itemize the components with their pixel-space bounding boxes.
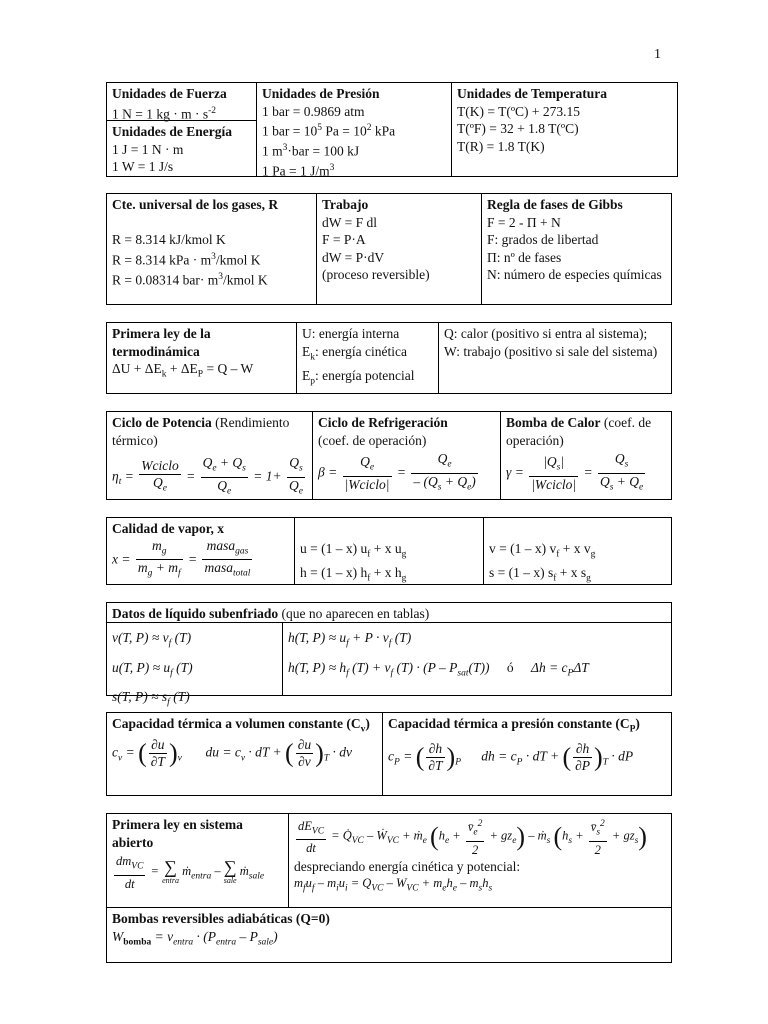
- first-law-cell: [107, 323, 297, 386]
- energy-units-line2: 1 W = 1 J/s: [112, 159, 174, 174]
- force-units-cell: [107, 83, 257, 125]
- heat-line: Q: calor (positivo si entra al sistema);: [444, 326, 648, 341]
- neglect-energy-line: despreciando energía cinética y potencial:: [294, 858, 521, 874]
- pressure-units-title: Unidades de Presión: [262, 86, 380, 101]
- cp-formula: $c_P$ = ( $\frac{\partial h}{\partial T}$ )$_P$ dh = $c_P$ · dT + ( $\frac{\partial h}{\partial P}$ )$_T$ · dP: [388, 741, 634, 774]
- cp-title: Capacidad térmica a presión constante $(C_P)$: [388, 716, 640, 735]
- vapor-quality-cell: [107, 518, 295, 584]
- temperature-units-title: Unidades de Temperatura: [457, 86, 608, 101]
- open-system-energy-balance: $\frac{dE_{VC}}{dt}$ = $Q̇_{VC}$ – Ẇ$_{VC}$ + ṁ$_e$ ($h_e$ + $\frac{v̄_e^2}{2}$ + $gz_e$) – ṁ$_s$ ($h_s$ + $\frac{v̄_s^2}{2}$ + $gz_s$): [294, 816, 667, 858]
- work-line4: (proceso reversible): [322, 267, 430, 282]
- work-line2: F = P·A: [322, 232, 366, 247]
- temperature-line1: T(K) = T(ºC) + 273.15: [457, 103, 581, 119]
- internal-energy-line: U: energía interna: [302, 326, 400, 341]
- first-law-title: Primera ley de la termodinámica: [112, 326, 211, 359]
- energy-units-line1: 1 J = 1 N · m: [112, 141, 184, 157]
- power-cycle-cell: [107, 412, 313, 501]
- gas-constant-title: Cte. universal de los gases, R: [112, 197, 279, 212]
- gas-constant-line3: R = 0.08314 $bar\cdot m^3$/kmol K: [112, 271, 268, 287]
- gas-constant-line1: R = 8.314 kJ/kmol K: [112, 232, 226, 247]
- subcooled-liquid-table: [106, 602, 672, 709]
- first-law-table: [106, 322, 672, 394]
- gibbs-line4: N: número de especies químicas: [487, 267, 662, 282]
- adiabatic-pumps-title: Bombas reversibles adiabáticas (Q=0): [112, 911, 330, 926]
- subcooled-h-eq2: h(T, $P) \approx h_f$ $(T) + v_f$ $(T) \cdot (P - P_{sat}(T))$ ó $\Delta h = c_P\Delta T$: [288, 659, 589, 679]
- vapor-quality-table: [106, 517, 672, 585]
- open-system-energy-cell: [289, 814, 672, 900]
- subcooled-u-eq: u(T, $P) \approx u_f$ (T): [112, 659, 193, 679]
- work-line3: dW = P·dV: [322, 249, 385, 265]
- gas-constant-cell: [107, 194, 317, 291]
- force-units-eq: 1 N = 1 kg · $m \cdot s^{-2}$: [112, 105, 217, 121]
- energy-units-title: Unidades de Energía: [112, 124, 233, 139]
- work-title: Trabajo: [322, 197, 369, 212]
- pressure-units-line1: 1 bar = 0.9869 atm: [262, 103, 365, 119]
- energy-terms-cell: [297, 323, 439, 393]
- refrigeration-formula: β = $\frac{Q_e}{\text{|Wciclo|}}$ = $\frac{Q_e}{- (Q_s + Q_e)}$: [318, 451, 476, 493]
- subcooled-title: Datos de líquido subenfriado (que no aparecen en tablas): [112, 606, 430, 621]
- refrigeration-subtitle: (coef. de operación): [318, 432, 427, 448]
- heat-work-cell: [439, 323, 672, 362]
- heat-pump-cell: [501, 412, 672, 497]
- gibbs-line2: F: grados de libertad: [487, 232, 599, 247]
- heat-pump-title: Bomba de Calor (coef. de operación): [506, 415, 652, 448]
- subcooled-s-eq: s(T, $P) \approx s_f$ (T): [112, 689, 190, 709]
- cp-cell: [383, 713, 672, 776]
- power-cycle-formula: $\eta_t$ = $\frac{\text{Wciclo}}{Q_e}$ = $\frac{Q_e + Q_s}{Q_e}$ = 1+ $\frac{Q_s}{Q_e}$: [112, 455, 303, 497]
- u-h-quality-cell: [295, 538, 484, 590]
- cycles-table: [106, 411, 672, 500]
- v-s-quality-cell: [484, 538, 672, 590]
- pressure-units-line4: 1 Pa = 1 $J/m^3$: [262, 163, 335, 179]
- heat-capacity-table: [106, 712, 672, 796]
- pressure-units-cell: [257, 83, 452, 182]
- vapor-quality-formula: x = $\frac{m_g}{m_g + m_f}$ = $\frac{masa_{gas}}{masa_{total}}$: [112, 537, 251, 579]
- subcooled-left-cell: [107, 624, 283, 717]
- subcooled-right-cell: [283, 624, 672, 687]
- simplified-energy-eq: $m_fu_f - m_iu_i = Q_{VC} - W_{VC} + m_eh_e - m_sh_s$: [294, 876, 493, 894]
- cv-title: Capacidad térmica a volumen constante $(C_v)$: [112, 716, 370, 735]
- potential-energy-line: $E_p$: energía potencial: [302, 367, 415, 387]
- work-line1: dW = F dl: [322, 214, 377, 230]
- force-units-title: Unidades de Fuerza: [112, 86, 227, 101]
- heat-pump-formula: γ = $\frac{|Q_s|}{\text{|Wciclo|}}$ = $\frac{Q_s}{Q_s + Q_e}$: [506, 451, 644, 493]
- subcooled-v-eq: v(T, $P) \approx v_f$ (T): [112, 630, 192, 649]
- temperature-units-cell: [452, 83, 678, 157]
- gibbs-title: Regla de fases de Gibbs: [487, 197, 623, 212]
- subcooled-title-cell: [107, 603, 673, 625]
- page-number: 1: [654, 47, 661, 62]
- gas-constant-line2: R = 8.314 kPa · $m^3$/kmol K: [112, 251, 261, 267]
- work-cell: [317, 194, 482, 286]
- adiabatic-pumps-cell: [107, 908, 672, 954]
- temperature-line3: T(R) = 1.8 T(K): [457, 138, 545, 154]
- work-sign-line: W: trabajo (positivo si sale del sistema): [444, 343, 658, 359]
- open-system-cell: [107, 814, 289, 894]
- s-quality-eq: s = (1 – x) $s_f + x$ $s_g$: [489, 565, 591, 584]
- pump-work-eq: $W_{bomba} = v_{entra} \cdot (P_{entra} - P_{sale})$: [112, 928, 278, 948]
- vapor-quality-title: Calidad de vapor, x: [112, 521, 225, 536]
- cv-cell: [107, 713, 383, 772]
- subcooled-h-eq1: h(T, $P) \approx u_f + P \cdot v_f$ (T): [288, 630, 412, 649]
- open-system-table: [106, 813, 672, 963]
- h-quality-eq: h = (1 – x) $h_f + x$ $h_g$: [300, 565, 407, 584]
- energy-units-cell: [107, 121, 257, 178]
- temperature-line2: T(ºF) = 32 + 1.8 T(ºC): [457, 121, 579, 136]
- gas-work-gibbs-table: [106, 193, 672, 305]
- v-quality-eq: v = (1 – x) $v_f + x$ $v_g$: [489, 541, 596, 560]
- gibbs-cell: [482, 194, 672, 286]
- first-law-eq: $\Delta U + \Delta E_k + \Delta E_P = Q - W$: [112, 361, 254, 380]
- gibbs-line3: Π: nº de fases: [487, 249, 562, 265]
- open-system-title: Primera ley en sistema abierto: [112, 817, 243, 850]
- refrigeration-cycle-cell: [313, 412, 501, 497]
- cv-formula: $c_v$ = ( $\frac{\partial u}{\partial T}$ )$_v$ du = $c_v$ · dT + ( $\frac{\partial u}{\partial v}$ )$_T$ · dv: [112, 737, 352, 770]
- u-quality-eq: u = (1 – x) $u_f + x$ $u_g$: [300, 541, 407, 560]
- power-cycle-title: Ciclo de Potencia (Rendimiento térmico): [112, 415, 290, 448]
- kinetic-energy-line: $E_k$: energía cinética: [302, 343, 407, 363]
- refrigeration-title: Ciclo de Refrigeración: [318, 415, 448, 430]
- units-table: [106, 82, 678, 177]
- gibbs-line1: F = 2 - Π + N: [487, 214, 561, 230]
- pressure-units-line2: 1 bar = $10^5$ $Pa = 10^2$ kPa: [262, 123, 396, 139]
- pressure-units-line3: 1 $m^3\cdot bar = 100$ kJ: [262, 143, 360, 159]
- open-system-mass-balance: $\frac{dm_{VC}}{dt}$ = ∑ entra ṁ$_{entra}$ – ∑ sale ṁ$_{sale}$: [116, 854, 265, 891]
